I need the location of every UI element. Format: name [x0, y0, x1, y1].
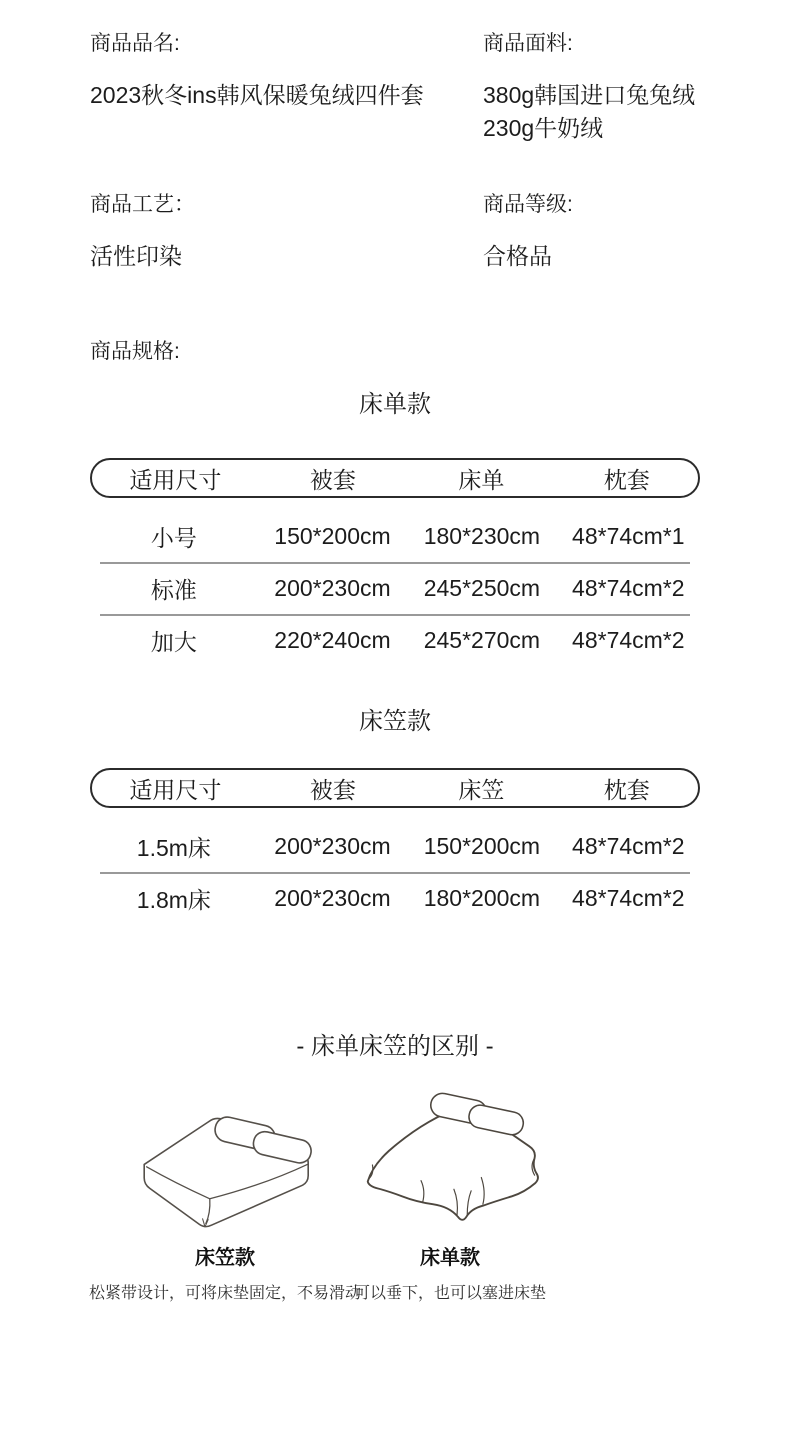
fitted-table-body	[90, 820, 700, 924]
table-cell: 150*200cm	[423, 832, 541, 859]
header-cell-duvet: 被套	[309, 466, 356, 493]
table-cell: 180*230cm	[423, 522, 541, 549]
spec-section-label: 商品规格:	[90, 340, 180, 363]
table-row	[90, 872, 700, 924]
fitted-sheet-figure	[90, 1094, 360, 1306]
info-item-craft	[90, 191, 483, 273]
grade-value: 合格品	[483, 243, 552, 269]
fabric-value-line1: 380g韩国进口兔兔绒	[483, 82, 696, 108]
table-cell: 200*230cm	[274, 832, 391, 859]
table-cell: 48*74cm*2	[572, 626, 685, 653]
header-cell-sheet: 床单	[458, 466, 505, 493]
grade-label: 商品等级:	[483, 193, 573, 216]
product-info-section	[90, 30, 700, 273]
table-cell: 180*200cm	[423, 884, 541, 911]
table-row	[90, 562, 700, 614]
sheet-table-title: 床单款	[359, 391, 431, 418]
fitted-style-table-section	[90, 705, 700, 924]
craft-value: 活性印染	[90, 243, 182, 269]
table-cell: 200*230cm	[274, 884, 391, 911]
info-item-grade	[483, 191, 700, 273]
table-cell: 200*230cm	[274, 574, 391, 601]
header-cell-duvet: 被套	[309, 776, 356, 803]
table-cell: 245*250cm	[423, 574, 541, 601]
table-row	[90, 510, 700, 562]
flat-sheet-caption: 床单款	[420, 1247, 480, 1269]
table-cell: 加大	[150, 628, 197, 655]
flat-sheet-draped-icon	[352, 1089, 548, 1230]
fitted-table-title: 床笠款	[359, 708, 431, 735]
table-cell: 48*74cm*2	[572, 832, 685, 859]
fitted-sheet-caption: 床笠款	[195, 1247, 255, 1269]
product-name-value: 2023秋冬ins韩风保暖兔绒四件套	[90, 82, 424, 108]
fitted-sheet-illustration-box	[125, 1094, 325, 1230]
flat-sheet-description: 可以垂下，也可以塞进床垫	[353, 1285, 546, 1302]
header-cell-size: 适用尺寸	[129, 466, 222, 493]
difference-illustrations	[90, 1094, 700, 1306]
fabric-value-line2: 230g牛奶绒	[483, 115, 604, 141]
table-cell: 150*200cm	[274, 522, 391, 549]
fabric-value	[483, 79, 700, 145]
sheet-table-header-row	[90, 458, 700, 498]
flat-sheet-figure	[340, 1094, 560, 1306]
table-row	[90, 614, 700, 666]
table-cell: 48*74cm*2	[572, 574, 685, 601]
fitted-table-header-row	[90, 768, 700, 808]
header-cell-size: 适用尺寸	[129, 776, 222, 803]
table-cell: 小号	[150, 524, 197, 551]
table-cell: 标准	[150, 576, 197, 603]
table-cell: 48*74cm*1	[572, 522, 685, 549]
table-row	[90, 820, 700, 872]
info-item-fabric	[483, 30, 700, 145]
difference-section-title: - 床单床笠的区别 -	[296, 1033, 494, 1060]
table-cell: 1.5m床	[136, 834, 211, 861]
table-cell: 245*270cm	[423, 626, 541, 653]
sheet-style-table-section	[90, 388, 700, 666]
fabric-label: 商品面料:	[483, 32, 573, 55]
header-cell-fitted: 床笠	[458, 776, 505, 803]
craft-label: 商品工艺：	[90, 193, 195, 216]
sheet-table-body	[90, 510, 700, 666]
header-cell-pillow: 枕套	[603, 776, 650, 803]
table-cell: 1.8m床	[136, 886, 211, 913]
fitted-sheet-mattress-icon	[125, 1102, 325, 1230]
table-cell: 48*74cm*2	[572, 884, 685, 911]
product-name-label: 商品品名:	[90, 32, 180, 55]
table-cell: 220*240cm	[274, 626, 391, 653]
info-item-product-name	[90, 30, 483, 145]
header-cell-pillow: 枕套	[603, 466, 650, 493]
flat-sheet-illustration-box	[352, 1094, 548, 1230]
fitted-sheet-description: 松紧带设计，可将床垫固定，不易滑动	[89, 1285, 362, 1302]
